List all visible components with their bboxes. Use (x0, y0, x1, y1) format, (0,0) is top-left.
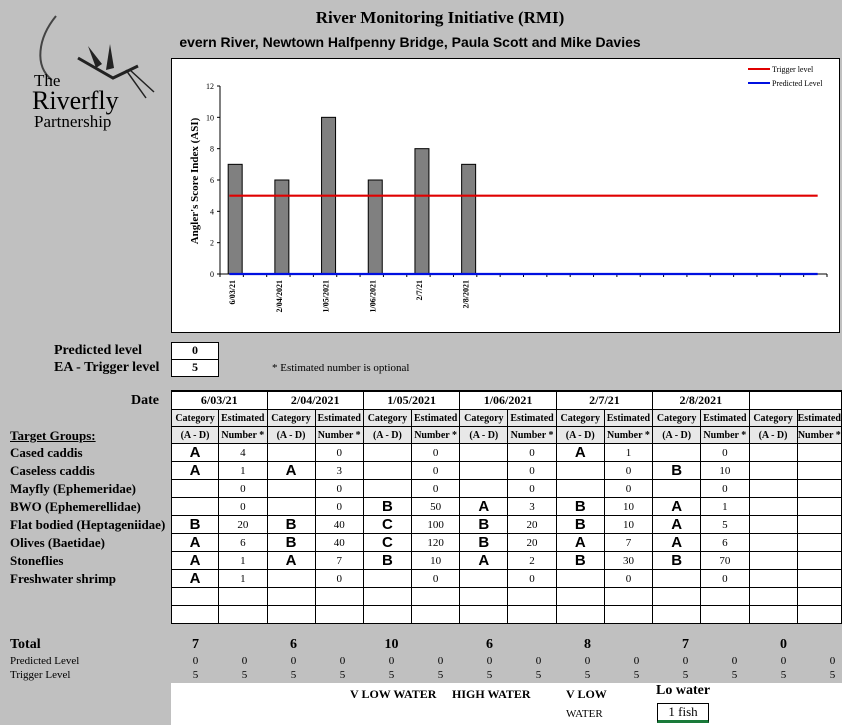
date-cell[interactable]: 2/8/2021 (653, 391, 749, 410)
category-cell[interactable] (460, 570, 508, 588)
trigger-level-value-cell: 5 (535, 669, 542, 681)
total-value: 10 (384, 637, 399, 652)
total-label: Total (10, 637, 41, 652)
category-header: Category (267, 410, 315, 427)
predicted-level-value-cell: 0 (780, 655, 787, 667)
category-cell[interactable] (749, 534, 797, 552)
v-low-text: V LOW (566, 687, 607, 701)
estimate-cell[interactable]: 10 (701, 462, 749, 480)
estimated-header: Number * (219, 427, 267, 444)
date-cell[interactable]: 1/06/2021 (460, 391, 556, 410)
category-header: (A - D) (749, 427, 797, 444)
category-header: Category (172, 410, 219, 427)
trigger-level-value-cell: 5 (290, 669, 297, 681)
trigger-level-value-cell: 5 (241, 669, 248, 681)
table-row (172, 534, 842, 552)
category-cell[interactable] (363, 570, 411, 588)
empty-cell[interactable] (460, 606, 508, 624)
x-category-label: 2/7/21 (414, 280, 424, 301)
estimate-cell[interactable]: 4 (219, 444, 267, 462)
trigger-level-value-cell: 5 (486, 669, 493, 681)
empty-cell[interactable] (653, 606, 701, 624)
estimated-header: Estimated (797, 410, 841, 427)
category-cell[interactable]: A (267, 462, 315, 480)
lo-water-text: Lo water (656, 683, 711, 698)
high-water-text: HIGH WATER (452, 687, 531, 701)
estimate-cell[interactable]: 0 (604, 570, 652, 588)
empty-cell[interactable] (267, 588, 315, 606)
category-cell[interactable]: B (653, 462, 701, 480)
category-cell[interactable]: A (653, 498, 701, 516)
estimate-cell[interactable]: 3 (315, 462, 363, 480)
empty-cell[interactable] (411, 606, 459, 624)
chart-svg (172, 59, 839, 332)
category-cell[interactable]: A (460, 552, 508, 570)
estimate-cell[interactable]: 1 (604, 444, 652, 462)
target-group-label: Mayfly (Ephemeridae) (10, 481, 137, 496)
estimate-cell[interactable] (797, 480, 841, 498)
empty-cell[interactable] (315, 606, 363, 624)
estimate-cell[interactable]: 1 (701, 498, 749, 516)
predicted-level-value-cell: 0 (731, 655, 738, 667)
category-cell[interactable]: A (172, 534, 219, 552)
y-tick-label: 2 (210, 238, 214, 248)
bar-6 (462, 164, 476, 274)
table-row (172, 462, 842, 480)
estimate-cell[interactable]: 0 (315, 498, 363, 516)
empty-cell[interactable] (797, 588, 841, 606)
trigger-level-value-cell: 5 (437, 669, 444, 681)
target-group-label: Cased caddis (10, 445, 83, 460)
estimated-header: Estimated (604, 410, 652, 427)
empty-cell[interactable] (315, 588, 363, 606)
empty-cell[interactable] (363, 588, 411, 606)
target-group-label: Olives (Baetidae) (10, 535, 105, 550)
estimate-cell[interactable]: 20 (219, 516, 267, 534)
y-tick-label: 0 (210, 270, 214, 279)
predicted-level-value-cell: 0 (486, 655, 493, 667)
y-tick-label: 12 (206, 82, 214, 91)
estimate-cell[interactable]: 20 (508, 534, 556, 552)
total-value: 7 (192, 637, 199, 652)
empty-cell[interactable] (701, 606, 749, 624)
estimate-cell[interactable]: 0 (411, 570, 459, 588)
trigger-level-row-label: Trigger Level (10, 669, 71, 681)
estimate-cell[interactable] (797, 444, 841, 462)
category-cell[interactable]: A (460, 498, 508, 516)
trigger-level-value-cell: 5 (339, 669, 346, 681)
predicted-level-value-cell: 0 (192, 655, 199, 667)
estimate-cell[interactable]: 10 (411, 552, 459, 570)
category-cell[interactable]: A (267, 552, 315, 570)
table-row (172, 570, 842, 588)
empty-row (172, 588, 842, 606)
category-header: Category (460, 410, 508, 427)
estimate-cell[interactable]: 0 (508, 480, 556, 498)
estimate-cell[interactable]: 0 (701, 480, 749, 498)
empty-cell[interactable] (219, 606, 267, 624)
estimate-cell[interactable]: 0 (219, 498, 267, 516)
category-cell[interactable] (749, 498, 797, 516)
page-title: River Monitoring Initiative (RMI) (315, 8, 565, 27)
estimated-note: * Estimated number is optional (272, 362, 410, 374)
category-cell[interactable]: A (172, 570, 219, 588)
asi-chart[interactable] (171, 58, 840, 333)
target-group-label: Flat bodied (Heptageniidae) (10, 517, 166, 532)
trigger-level-value[interactable]: 5 (171, 359, 219, 377)
predicted-level-value-cell: 0 (584, 655, 591, 667)
estimate-cell[interactable]: 6 (219, 534, 267, 552)
predicted-level-value-cell: 0 (388, 655, 395, 667)
predicted-level-value[interactable]: 0 (171, 342, 219, 360)
category-header: Category (556, 410, 604, 427)
estimate-cell[interactable]: 7 (315, 552, 363, 570)
empty-cell[interactable] (604, 588, 652, 606)
trigger-level-value-cell: 5 (829, 669, 836, 681)
trigger-level-value-cell: 5 (584, 669, 591, 681)
category-header: (A - D) (267, 427, 315, 444)
category-cell[interactable] (749, 552, 797, 570)
chart-y-axis-label: Angler's Score Index (ASI) (189, 117, 201, 245)
estimate-cell[interactable]: 0 (701, 444, 749, 462)
category-header: (A - D) (653, 427, 701, 444)
category-cell[interactable] (749, 570, 797, 588)
target-group-label: BWO (Ephemerellidae) (10, 499, 141, 514)
estimated-header: Number * (315, 427, 363, 444)
estimate-cell[interactable]: 0 (508, 462, 556, 480)
category-cell[interactable]: B (460, 516, 508, 534)
category-cell[interactable] (460, 462, 508, 480)
x-category-label: 1/06/2021 (368, 280, 378, 313)
category-cell[interactable]: B (556, 552, 604, 570)
category-cell[interactable] (749, 516, 797, 534)
estimate-cell[interactable]: 10 (604, 516, 652, 534)
total-value: 6 (486, 637, 493, 652)
trigger-level-value-cell: 5 (192, 669, 199, 681)
category-cell[interactable]: A (172, 552, 219, 570)
x-category-label: 6/03/21 (228, 280, 238, 305)
predicted-level-value-cell: 0 (241, 655, 248, 667)
empty-row (172, 606, 842, 624)
empty-cell[interactable] (172, 588, 219, 606)
target-group-label: Caseless caddis (10, 463, 95, 478)
category-cell[interactable]: C (363, 516, 411, 534)
category-cell[interactable] (267, 480, 315, 498)
target-group-label: Stoneflies (10, 553, 64, 568)
category-cell[interactable] (556, 480, 604, 498)
total-value: 8 (584, 637, 591, 652)
total-value: 0 (780, 637, 787, 652)
category-cell[interactable]: A (653, 516, 701, 534)
total-value: 6 (290, 637, 297, 652)
x-category-label: 1/05/2021 (321, 280, 331, 313)
y-tick-label: 6 (210, 176, 214, 185)
estimate-cell[interactable]: 0 (219, 480, 267, 498)
survey-table (171, 390, 842, 624)
category-cell[interactable] (267, 498, 315, 516)
empty-cell[interactable] (749, 606, 797, 624)
estimated-header: Number * (701, 427, 749, 444)
empty-cell[interactable] (267, 606, 315, 624)
category-cell[interactable] (267, 444, 315, 462)
trigger-level-value-cell: 5 (388, 669, 395, 681)
category-cell[interactable]: B (460, 534, 508, 552)
predicted-level-value-cell: 0 (829, 655, 836, 667)
category-cell[interactable] (172, 498, 219, 516)
estimated-header: Estimated (508, 410, 556, 427)
estimate-cell[interactable]: 2 (508, 552, 556, 570)
category-cell[interactable]: C (363, 534, 411, 552)
estimate-cell[interactable]: 0 (604, 480, 652, 498)
estimate-cell[interactable] (797, 516, 841, 534)
category-header: (A - D) (363, 427, 411, 444)
estimate-cell[interactable]: 1 (219, 462, 267, 480)
estimate-cell[interactable]: 0 (315, 444, 363, 462)
category-cell[interactable]: B (653, 552, 701, 570)
trigger-level-value-cell: 5 (633, 669, 640, 681)
estimate-cell[interactable]: 10 (604, 498, 652, 516)
date-cell[interactable]: 6/03/21 (172, 391, 268, 410)
water-text: WATER (566, 708, 603, 720)
category-cell[interactable]: A (172, 462, 219, 480)
bar-5 (415, 149, 429, 274)
category-cell[interactable] (749, 462, 797, 480)
estimated-header: Estimated (219, 410, 267, 427)
estimate-cell[interactable]: 6 (701, 534, 749, 552)
estimate-cell[interactable]: 0 (604, 462, 652, 480)
category-header: Category (653, 410, 701, 427)
estimate-cell[interactable]: 120 (411, 534, 459, 552)
category-cell[interactable] (460, 480, 508, 498)
total-value: 7 (682, 637, 689, 652)
predicted-level-value-cell: 0 (339, 655, 346, 667)
predicted-level-row-label: Predicted Level (10, 655, 80, 667)
y-tick-label: 8 (210, 144, 214, 154)
x-category-label: 2/8/2021 (461, 280, 471, 309)
estimate-cell[interactable]: 3 (508, 498, 556, 516)
category-cell[interactable] (653, 480, 701, 498)
date-cell[interactable]: 2/7/21 (556, 391, 652, 410)
date-label: Date (131, 393, 159, 408)
estimate-cell[interactable]: 30 (604, 552, 652, 570)
estimate-cell[interactable]: 0 (701, 570, 749, 588)
estimate-cell[interactable]: 0 (411, 444, 459, 462)
category-cell[interactable] (363, 444, 411, 462)
empty-cell[interactable] (411, 588, 459, 606)
category-cell[interactable]: B (556, 498, 604, 516)
estimate-cell[interactable] (797, 570, 841, 588)
category-cell[interactable] (363, 462, 411, 480)
predicted-level-label: Predicted level (54, 343, 142, 358)
estimate-cell[interactable]: 5 (701, 516, 749, 534)
legend-predicted-label: Predicted Level (772, 79, 823, 88)
estimated-header: Estimated (315, 410, 363, 427)
category-header: (A - D) (460, 427, 508, 444)
legend-trigger-label: Trigger level (772, 65, 814, 74)
category-cell[interactable]: B (363, 552, 411, 570)
trigger-level-value-cell: 5 (731, 669, 738, 681)
category-cell[interactable]: A (172, 444, 219, 462)
estimated-header: Number * (797, 427, 841, 444)
bar-4 (368, 180, 382, 274)
category-cell[interactable] (363, 480, 411, 498)
riverfly-logo (18, 8, 158, 138)
category-cell[interactable] (749, 480, 797, 498)
category-cell[interactable] (653, 570, 701, 588)
predicted-level-value-cell: 0 (437, 655, 444, 667)
category-cell[interactable] (556, 570, 604, 588)
empty-cell[interactable] (604, 606, 652, 624)
estimate-cell[interactable]: 70 (701, 552, 749, 570)
empty-cell[interactable] (797, 606, 841, 624)
empty-cell[interactable] (363, 606, 411, 624)
category-cell[interactable] (653, 444, 701, 462)
estimate-cell[interactable]: 20 (508, 516, 556, 534)
estimate-cell[interactable]: 50 (411, 498, 459, 516)
empty-cell[interactable] (508, 588, 556, 606)
trigger-level-label: EA - Trigger level (54, 360, 160, 375)
estimate-cell[interactable]: 0 (315, 480, 363, 498)
category-cell[interactable] (172, 480, 219, 498)
estimate-cell[interactable]: 1 (219, 552, 267, 570)
category-cell[interactable]: B (267, 534, 315, 552)
category-cell[interactable]: A (556, 534, 604, 552)
empty-cell[interactable] (556, 588, 604, 606)
logo-line2: Riverfly (32, 86, 119, 115)
target-group-label: Freshwater shrimp (10, 571, 117, 586)
mayfly-logo-icon (18, 8, 158, 138)
empty-cell[interactable] (556, 606, 604, 624)
estimate-cell[interactable]: 1 (219, 570, 267, 588)
estimated-header: Number * (411, 427, 459, 444)
empty-cell[interactable] (653, 588, 701, 606)
empty-cell[interactable] (749, 588, 797, 606)
category-header: Category (363, 410, 411, 427)
predicted-level-value-cell: 0 (633, 655, 640, 667)
estimated-header: Estimated (411, 410, 459, 427)
bar-2 (275, 180, 289, 274)
empty-cell[interactable] (172, 606, 219, 624)
category-header: (A - D) (556, 427, 604, 444)
predicted-level-value-cell: 0 (535, 655, 542, 667)
trigger-level-value-cell: 5 (780, 669, 787, 681)
predicted-level-value-cell: 0 (682, 655, 689, 667)
estimate-cell[interactable]: 40 (315, 516, 363, 534)
estimate-cell[interactable]: 0 (315, 570, 363, 588)
estimate-cell[interactable] (797, 462, 841, 480)
logo-line3: Partnership (34, 112, 112, 131)
estimate-cell[interactable]: 0 (411, 462, 459, 480)
category-cell[interactable]: B (267, 516, 315, 534)
trigger-level-value-cell: 5 (682, 669, 689, 681)
estimate-cell[interactable]: 40 (315, 534, 363, 552)
estimate-cell[interactable]: 7 (604, 534, 652, 552)
bar-1 (228, 164, 242, 274)
category-header: Category (749, 410, 797, 427)
estimated-header: Estimated (701, 410, 749, 427)
table-row (172, 444, 842, 462)
estimated-header: Number * (604, 427, 652, 444)
date-cell[interactable]: 1/05/2021 (363, 391, 459, 410)
empty-cell[interactable] (508, 606, 556, 624)
empty-cell[interactable] (219, 588, 267, 606)
category-cell[interactable] (267, 570, 315, 588)
y-tick-label: 4 (210, 207, 214, 217)
estimate-cell[interactable] (797, 552, 841, 570)
predicted-level-value-cell: 0 (290, 655, 297, 667)
estimate-cell[interactable]: 100 (411, 516, 459, 534)
page-subtitle: evern River, Newtown Halfpenny Bridge, Paula Scott and Mike Davies (179, 34, 641, 50)
estimated-header: Number * (508, 427, 556, 444)
category-cell[interactable]: A (653, 534, 701, 552)
estimate-cell[interactable]: 0 (508, 570, 556, 588)
v-low-water-text: V LOW WATER (350, 687, 437, 701)
estimate-cell[interactable] (797, 498, 841, 516)
x-category-label: 2/04/2021 (274, 280, 284, 313)
table-row (172, 498, 842, 516)
category-cell[interactable] (749, 444, 797, 462)
estimate-cell[interactable]: 0 (411, 480, 459, 498)
y-tick-label: 10 (206, 113, 214, 123)
estimate-cell[interactable] (797, 534, 841, 552)
empty-cell[interactable] (460, 588, 508, 606)
category-cell[interactable]: B (172, 516, 219, 534)
empty-cell[interactable] (701, 588, 749, 606)
table-row (172, 480, 842, 498)
category-cell[interactable]: B (556, 516, 604, 534)
table-row (172, 516, 842, 534)
category-cell[interactable] (460, 444, 508, 462)
category-cell[interactable]: B (363, 498, 411, 516)
table-row (172, 552, 842, 570)
category-header: (A - D) (172, 427, 219, 444)
date-cell[interactable] (749, 391, 841, 410)
target-groups-label: Target Groups: (10, 428, 96, 443)
date-cell[interactable]: 2/04/2021 (267, 391, 363, 410)
one-fish-cell[interactable]: 1 fish (657, 703, 709, 723)
category-cell[interactable]: A (556, 444, 604, 462)
category-cell[interactable] (556, 462, 604, 480)
estimate-cell[interactable]: 0 (508, 444, 556, 462)
logo-line1: The (34, 71, 61, 90)
chart-legend (748, 65, 823, 88)
